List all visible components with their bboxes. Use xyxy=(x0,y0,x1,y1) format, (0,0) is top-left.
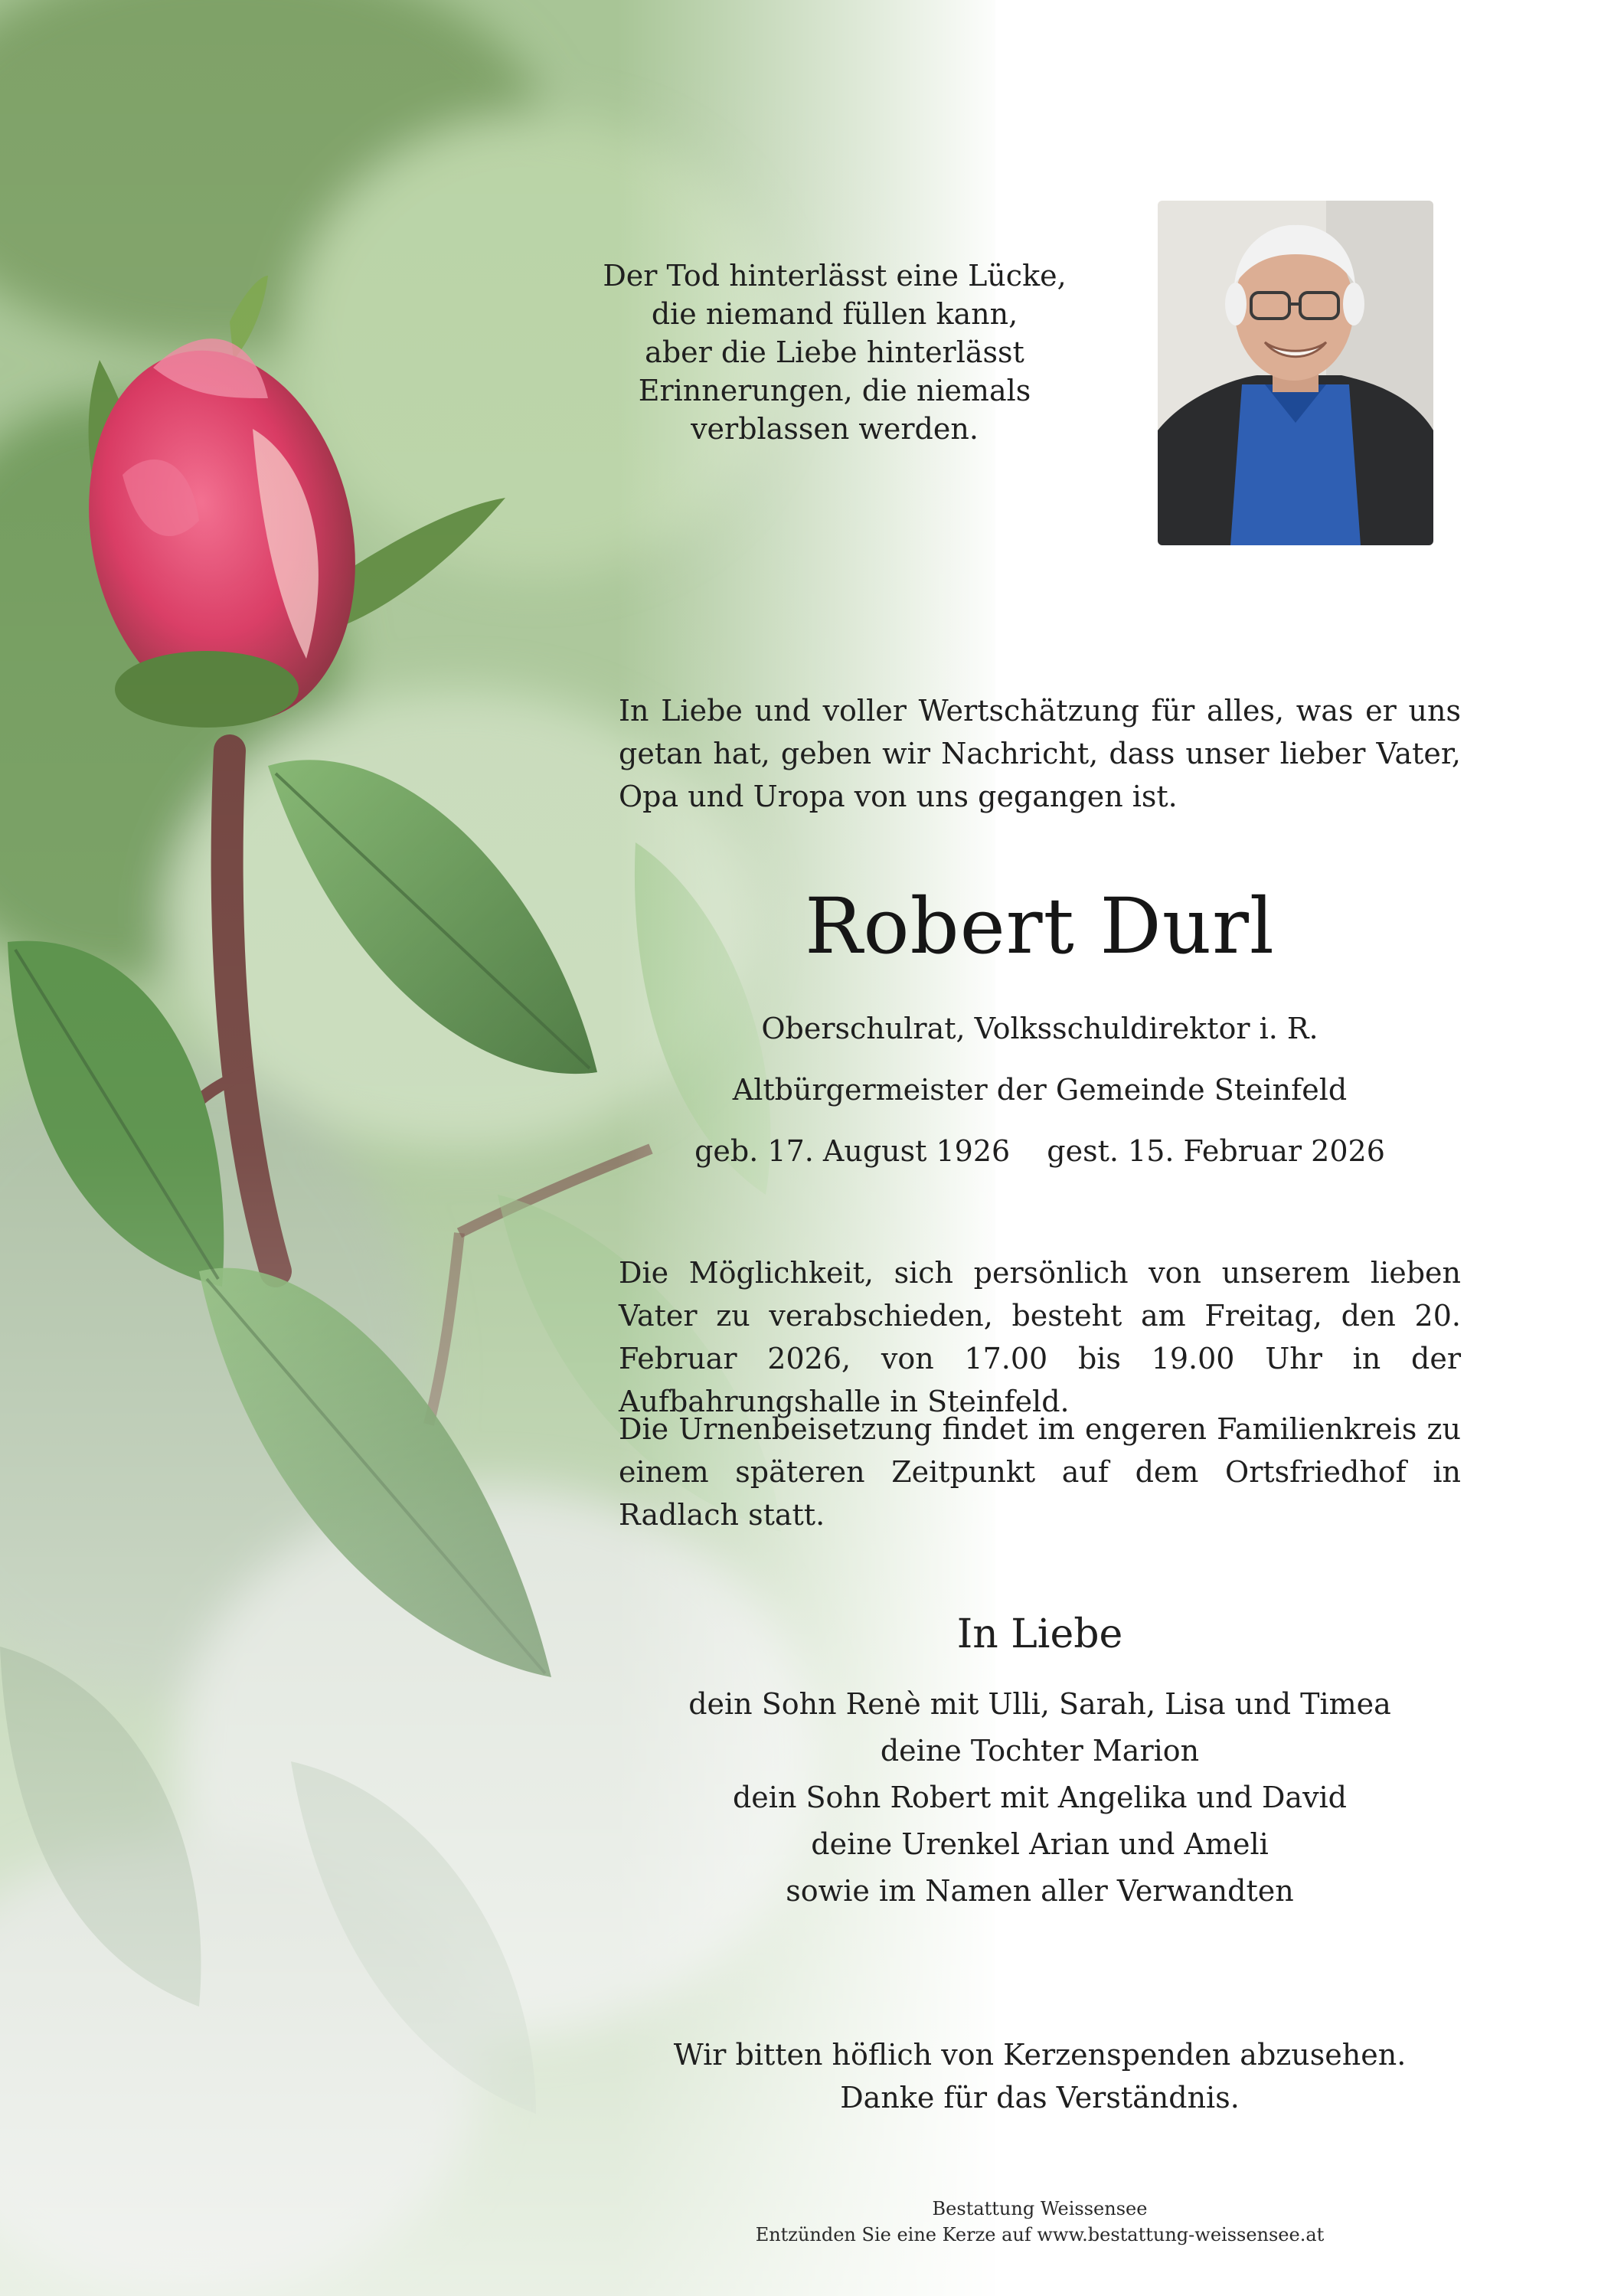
request-line-2: Danke für das Verständnis. xyxy=(840,2081,1240,2114)
mourner-line: sowie im Namen aller Verwandten xyxy=(786,1874,1294,1908)
mourner-line: dein Sohn Renè mit Ulli, Sarah, Lisa und Timea xyxy=(688,1687,1391,1721)
intro-paragraph xyxy=(619,689,1461,818)
mourners-heading: In Liebe xyxy=(956,1611,1123,1657)
candle-link-text[interactable]: Entzünden Sie eine Kerze auf www.bestattung-weissensee.at xyxy=(755,2224,1325,2245)
life-dates xyxy=(619,1132,1461,1170)
mourner-line: deine Urenkel Arian und Ameli xyxy=(811,1827,1269,1861)
mourner-line: dein Sohn Robert mit Angelika und David xyxy=(732,1781,1348,1814)
donation-request xyxy=(619,2033,1461,2119)
farewell-text: Die Möglichkeit, sich persönlich von unserem lieben Vater zu verabschieden, besteht am Freitag, den 20. Februar 2026, von 17.00 bis 19.00 Uhr in der Aufbahrungshalle in Steinfeld. xyxy=(619,1256,1461,1418)
poem-line: aber die Liebe hinterlässt xyxy=(645,335,1024,369)
poem-line: Erinnerungen, die niemals xyxy=(638,374,1031,407)
poem-line: Der Tod hinterlässt eine Lücke, xyxy=(603,259,1067,293)
deceased-name: Robert Durl xyxy=(805,881,1275,971)
request-line-1: Wir bitten höflich von Kerzenspenden abzusehen. xyxy=(673,2038,1407,2072)
birth-date: geb. 17. August 1926 xyxy=(694,1134,1011,1168)
poem xyxy=(582,257,1087,448)
mourners-list xyxy=(619,1681,1461,1915)
death-date: gest. 15. Februar 2026 xyxy=(1047,1134,1385,1168)
farewell-paragraph xyxy=(619,1251,1461,1423)
deceased-title-1: Oberschulrat, Volksschuldirektor i. R. xyxy=(761,1012,1318,1045)
deceased-title-2: Altbürgermeister der Gemeinde Steinfeld xyxy=(732,1073,1348,1107)
intro-text: In Liebe und voller Wertschätzung für alles, was er uns getan hat, geben wir Nachricht, dass unser lieber Vater, Opa und Uropa von uns gegangen ist. xyxy=(619,694,1461,813)
mourner-line: deine Tochter Marion xyxy=(880,1734,1200,1768)
portrait-image xyxy=(1158,201,1433,545)
poem-line: verblassen werden. xyxy=(691,412,979,446)
poem-line: die niemand füllen kann, xyxy=(651,297,1018,331)
burial-paragraph xyxy=(619,1408,1461,1536)
burial-text: Die Urnenbeisetzung findet im engeren Familienkreis zu einem späteren Zeitpunkt auf dem Ortsfriedhof in Radlach statt. xyxy=(619,1412,1461,1532)
portrait-photo xyxy=(1158,201,1433,545)
funeral-home-name: Bestattung Weissensee xyxy=(932,2198,1148,2219)
footer xyxy=(619,2196,1461,2248)
